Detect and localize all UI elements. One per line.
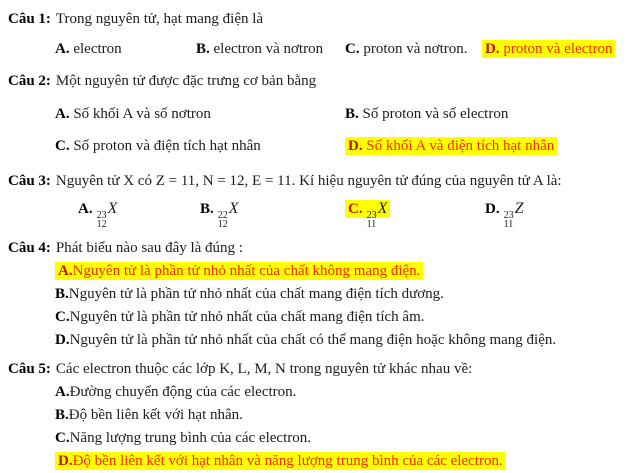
option-letter: B.	[55, 407, 69, 423]
option-b	[196, 38, 345, 61]
atomic-number: 11	[503, 218, 514, 230]
highlighted-answer	[55, 262, 423, 280]
mass-number: 23	[366, 209, 377, 221]
option-text: Độ bền liên kết với hạt nhân.	[68, 407, 243, 423]
question-header	[8, 237, 622, 260]
option-b	[345, 103, 622, 126]
option-text: electron	[69, 41, 122, 57]
option-text: Đường chuyển động của các electron.	[69, 384, 297, 400]
option-a	[55, 103, 345, 126]
option-c	[55, 135, 345, 158]
option-d	[345, 135, 622, 158]
option-text: proton và electron	[499, 41, 613, 57]
option-text: Nguyên tử là phần tử nhỏ nhất của chất có thể mang điện hoặc không mang điện.	[69, 332, 557, 348]
options-row-iso	[8, 199, 622, 229]
option-letter: D.	[348, 138, 363, 154]
option-d	[482, 38, 615, 61]
option-letter: B.	[55, 286, 69, 302]
question-text: Các electron thuộc các lớp K, L, M, N trong nguyên tử khác nhau về:	[55, 361, 473, 377]
option-c	[8, 306, 622, 329]
option-text: Số khối A và số nơtron	[69, 106, 211, 122]
option-text: electron và nơtron	[209, 41, 324, 57]
option-letter: C.	[348, 200, 363, 217]
option-letter: D.	[485, 41, 500, 57]
element-symbol: X	[228, 199, 239, 217]
question-text: Trong nguyên tử, hạt mang điện là	[55, 11, 264, 27]
highlighted-answer	[482, 40, 615, 58]
option-text: Nguyên tử là phần tử nhỏ nhất của chất mang điện tích âm.	[69, 309, 425, 325]
option-b	[200, 200, 345, 229]
element-symbol: X	[377, 199, 388, 217]
question-text: Phát biểu nào sau đây là đúng :	[55, 240, 243, 256]
question-text: Nguyên tử X có Z = 11, N = 12, E = 11. Kí hiệu nguyên tử đúng của nguyên tử A là:	[55, 173, 562, 189]
isotope-notation	[97, 211, 107, 229]
question-4	[8, 237, 622, 352]
option-letter: C.	[55, 138, 70, 154]
option-letter: C.	[345, 41, 360, 57]
question-header	[8, 70, 622, 93]
option-letter: C.	[55, 309, 70, 325]
isotope-notation	[367, 211, 377, 229]
option-letter: D.	[485, 200, 500, 217]
option-d	[8, 450, 622, 473]
question-1	[8, 8, 622, 61]
mass-number: 22	[217, 209, 228, 221]
question-header	[8, 8, 622, 31]
option-letter: B.	[200, 200, 214, 217]
isotope-notation	[504, 211, 514, 229]
highlighted-answer	[345, 137, 557, 155]
element-symbol: X	[107, 199, 118, 217]
option-text: Nguyên tử là phần tử nhỏ nhất của chất không mang điện.	[72, 263, 421, 279]
option-letter: C.	[55, 430, 70, 446]
option-text: Số khối A và điện tích hạt nhân	[362, 138, 555, 154]
option-letter: A.	[55, 106, 70, 122]
question-text: Một nguyên tử được đặc trưng cơ bản bằng	[55, 73, 317, 89]
options-row4	[8, 38, 622, 61]
options-stack	[8, 260, 622, 352]
mass-number: 23	[96, 209, 107, 221]
option-a	[55, 38, 196, 61]
option-letter: A.	[55, 41, 70, 57]
option-c	[345, 200, 485, 229]
mass-number: 23	[503, 209, 514, 221]
option-a	[78, 200, 200, 229]
option-letter: A.	[58, 263, 73, 279]
option-d	[485, 200, 524, 229]
option-letter: D.	[55, 332, 70, 348]
question-header	[8, 170, 622, 193]
option-letter: D.	[58, 453, 73, 469]
question-number-label: Câu 3:	[8, 173, 51, 189]
option-b	[8, 283, 622, 306]
atomic-number: 12	[96, 218, 107, 230]
option-letter: A.	[78, 200, 93, 217]
option-c	[8, 427, 622, 450]
question-3	[8, 170, 622, 229]
option-a	[8, 381, 622, 404]
option-text: proton và nơtron.	[359, 41, 468, 57]
highlighted-answer	[55, 452, 506, 470]
question-5	[8, 358, 622, 473]
atomic-number: 12	[217, 218, 228, 230]
option-text: Số proton và số electron	[358, 106, 509, 122]
isotope-notation	[218, 211, 228, 229]
option-c	[345, 38, 482, 61]
atomic-number: 11	[366, 218, 377, 230]
option-letter: B.	[345, 106, 359, 122]
question-number-label: Câu 4:	[8, 240, 51, 256]
option-b	[8, 404, 622, 427]
option-a	[8, 260, 622, 283]
option-text: Nguyên tử là phần tử nhỏ nhất của chất mang điện tích dương.	[68, 286, 444, 302]
option-d	[8, 329, 622, 352]
question-header	[8, 358, 622, 381]
highlighted-answer	[345, 199, 390, 230]
question-2	[8, 70, 622, 158]
option-letter: B.	[196, 41, 210, 57]
option-text: Năng lượng trung bình của các electron.	[69, 430, 311, 446]
option-letter: A.	[55, 384, 70, 400]
option-text: Số proton và điện tích hạt nhân	[69, 138, 261, 154]
element-symbol: Z	[514, 199, 524, 217]
question-number-label: Câu 5:	[8, 361, 51, 377]
question-number-label: Câu 1:	[8, 11, 51, 27]
options-stack	[8, 381, 622, 473]
question-number-label: Câu 2:	[8, 73, 51, 89]
option-text: Độ bền liên kết với hạt nhân và năng lượng trung bình của các electron.	[72, 453, 503, 469]
options-grid2	[8, 103, 622, 158]
